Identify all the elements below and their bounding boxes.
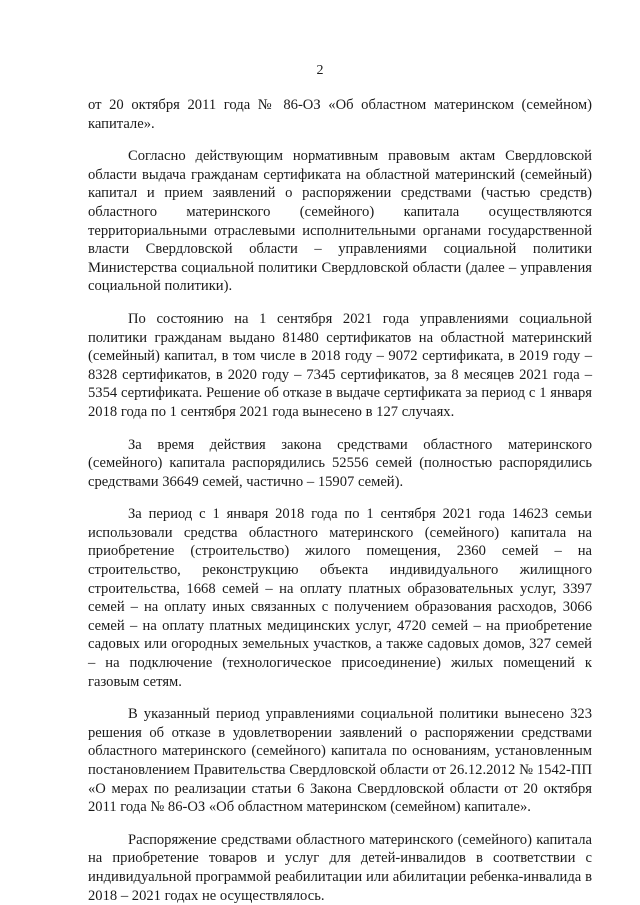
paragraph-law-reference: от 20 октября 2011 года № 86-ОЗ «Об областном материнском (семейном) капитале». bbox=[88, 97, 592, 132]
page-number: 2 bbox=[316, 63, 324, 78]
paragraph-refusals: В указанный период управлениями социальной политики вынесено 323 решения об отказе в удовлетворении заявлений о распоряжении средствами областного материнского (семейного) капитала по основаниям, установленным постановлением Правительства Свердловской области от 26.12.2012 № 1542-ПП «О мерах по реализации статьи 6 Закона Свердловской области от 20 октября 2011 года № 86-ОЗ «Об областном материнском (семейном) капитале». bbox=[88, 706, 592, 816]
document-body bbox=[88, 96, 592, 905]
paragraph-disabled-children: Распоряжение средствами областного материнского (семейного) капитала на приобретение товаров и услуг для детей-инвалидов в соответствии с индивидуальной программой реабилитации или абилитации ребенка-инвалида в 2018 – 2021 годах не осуществлялось. bbox=[88, 831, 592, 904]
paragraph-families-disposed: За время действия закона средствами областного материнского (семейного) капитала распорядились 52556 семей (полностью распорядились средствами 36649 семей, частично – 15907 семей). bbox=[88, 436, 592, 490]
paragraph-certificates-issued: По состоянию на 1 сентября 2021 года управлениями социальной политики гражданам выдано 81480 сертификатов на областной материнский (семейный) капитал, в том числе в 2018 году – 9072 сертификата, в 2019 году – 8328 сертификатов, в 2020 году – 7345 сертификатов, за 8 месяцев 2021 года – 5354 сертификата. Решение об отказе в выдаче сертификата за период с 1 января 2018 года по 1 сентября 2021 года вынесено в 127 случаях. bbox=[88, 310, 592, 420]
paragraph-usage-breakdown: За период с 1 января 2018 года по 1 сентября 2021 года 14623 семьи использовали средства областного материнского (семейного) капитала на приобретение (строительство) жилого помещения, 2360 семей – на строительство, реконструкцию объекта индивидуального жилищного строительства, 1668 семей – на оплату платных образовательных услуг, 3397 семей – на оплату иных связанных с получением образования расходов, 3066 семей – на оплату платных медицинских услуг, 4720 семей – на приобретение садовых или огородных земельных участков, а также садовых домов, 327 семей – на подключение (технологическое присоединение) жилых помещений к газовым сетям. bbox=[88, 506, 592, 690]
paragraph-certificate-issuance: Согласно действующим нормативным правовым актам Свердловской области выдача гражданам сертификата на областной материнский (семейный) капитал и прием заявлений о распоряжении средствами (частью средств) областного материнского (семейного) капитала осуществляются территориальными отраслевыми исполнительными органами государственной власти Свердловской области – управлениями социальной политики Министерства социальной политики Свердловской области (далее – управления социальной политики). bbox=[88, 148, 592, 295]
